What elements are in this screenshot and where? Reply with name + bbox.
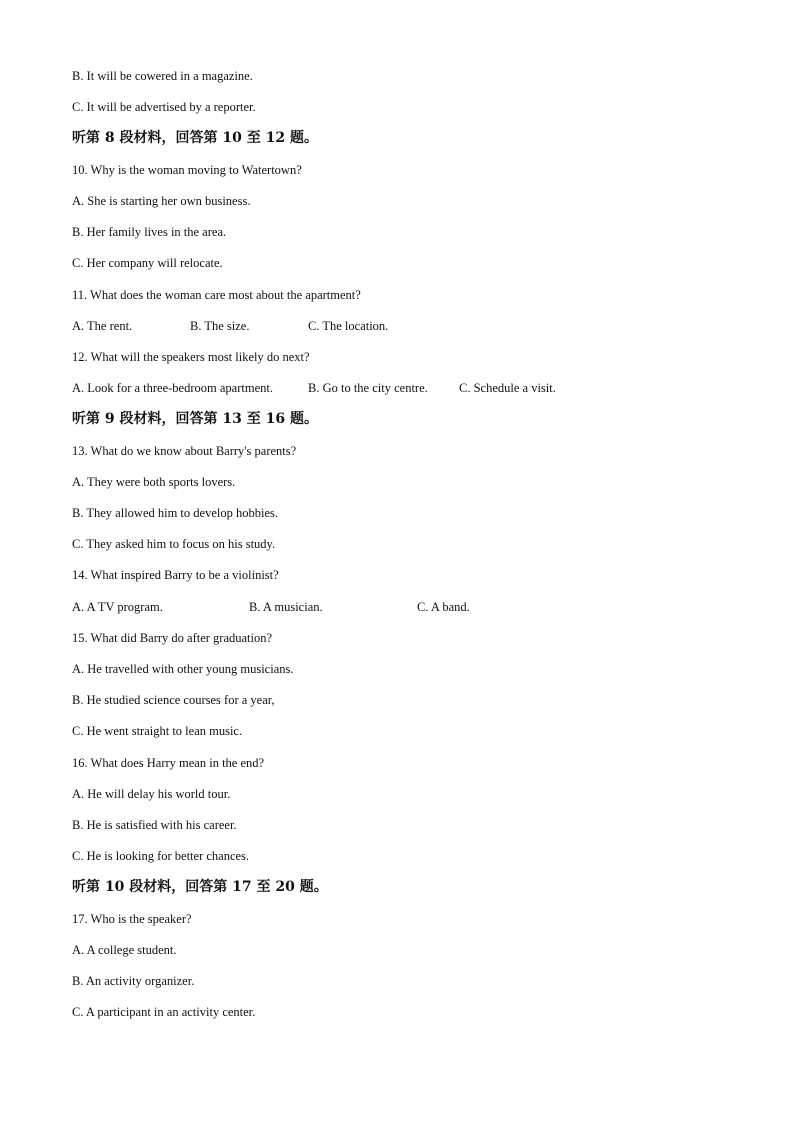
option-line: C. They asked him to focus on his study. [72, 537, 276, 551]
option-line: B. They allowed him to develop hobbies. [72, 506, 278, 520]
option-c: C. The location. [308, 319, 389, 333]
option-b: B. Go to the city centre. [308, 381, 428, 395]
section-heading: 听第 9 段材料，回答第 13 至 16 题。 [72, 411, 318, 427]
question-line: 10. Why is the woman moving to Watertown? [72, 163, 302, 177]
document-page [72, 0, 752, 1123]
option-line: B. Her family lives in the area. [72, 225, 227, 239]
option-line: A. A college student. [72, 943, 177, 957]
question-line: 14. What inspired Barry to be a violinist? [72, 568, 279, 582]
option-line: B. He is satisfied with his career. [72, 818, 237, 832]
option-row [72, 599, 672, 615]
option-a: A. Look for a three-bedroom apartment. [72, 381, 273, 395]
option-line: C. He went straight to lean music. [72, 724, 243, 738]
option-line: C. It will be advertised by a reporter. [72, 100, 256, 114]
question-line: 13. What do we know about Barry's parents? [72, 444, 297, 458]
option-row [72, 318, 672, 334]
option-line: B. He studied science courses for a year, [72, 693, 275, 707]
question-line: 16. What does Harry mean in the end? [72, 756, 265, 770]
option-c: C. A band. [417, 600, 470, 614]
option-a: A. A TV program. [72, 600, 163, 614]
option-line: A. She is starting her own business. [72, 194, 251, 208]
option-line: B. An activity organizer. [72, 974, 195, 988]
option-b: B. The size. [190, 319, 250, 333]
question-line: 11. What does the woman care most about the apartment? [72, 288, 361, 302]
option-line: C. He is looking for better chances. [72, 849, 250, 863]
option-line: C. Her company will relocate. [72, 256, 223, 270]
option-line: A. He will delay his world tour. [72, 787, 231, 801]
question-line: 17. Who is the speaker? [72, 912, 192, 926]
option-line: A. He travelled with other young musicians. [72, 662, 294, 676]
section-heading: 听第 10 段材料，回答第 17 至 20 题。 [72, 879, 328, 895]
option-a: A. The rent. [72, 319, 133, 333]
question-line: 12. What will the speakers most likely do next? [72, 350, 310, 364]
option-b: B. A musician. [249, 600, 323, 614]
option-c: C. Schedule a visit. [459, 381, 556, 395]
option-row [72, 380, 672, 396]
option-line: C. A participant in an activity center. [72, 1005, 256, 1019]
option-line: A. They were both sports lovers. [72, 475, 236, 489]
section-heading: 听第 8 段材料，回答第 10 至 12 题。 [72, 130, 318, 146]
option-line: B. It will be cowered in a magazine. [72, 69, 253, 83]
question-line: 15. What did Barry do after graduation? [72, 631, 273, 645]
